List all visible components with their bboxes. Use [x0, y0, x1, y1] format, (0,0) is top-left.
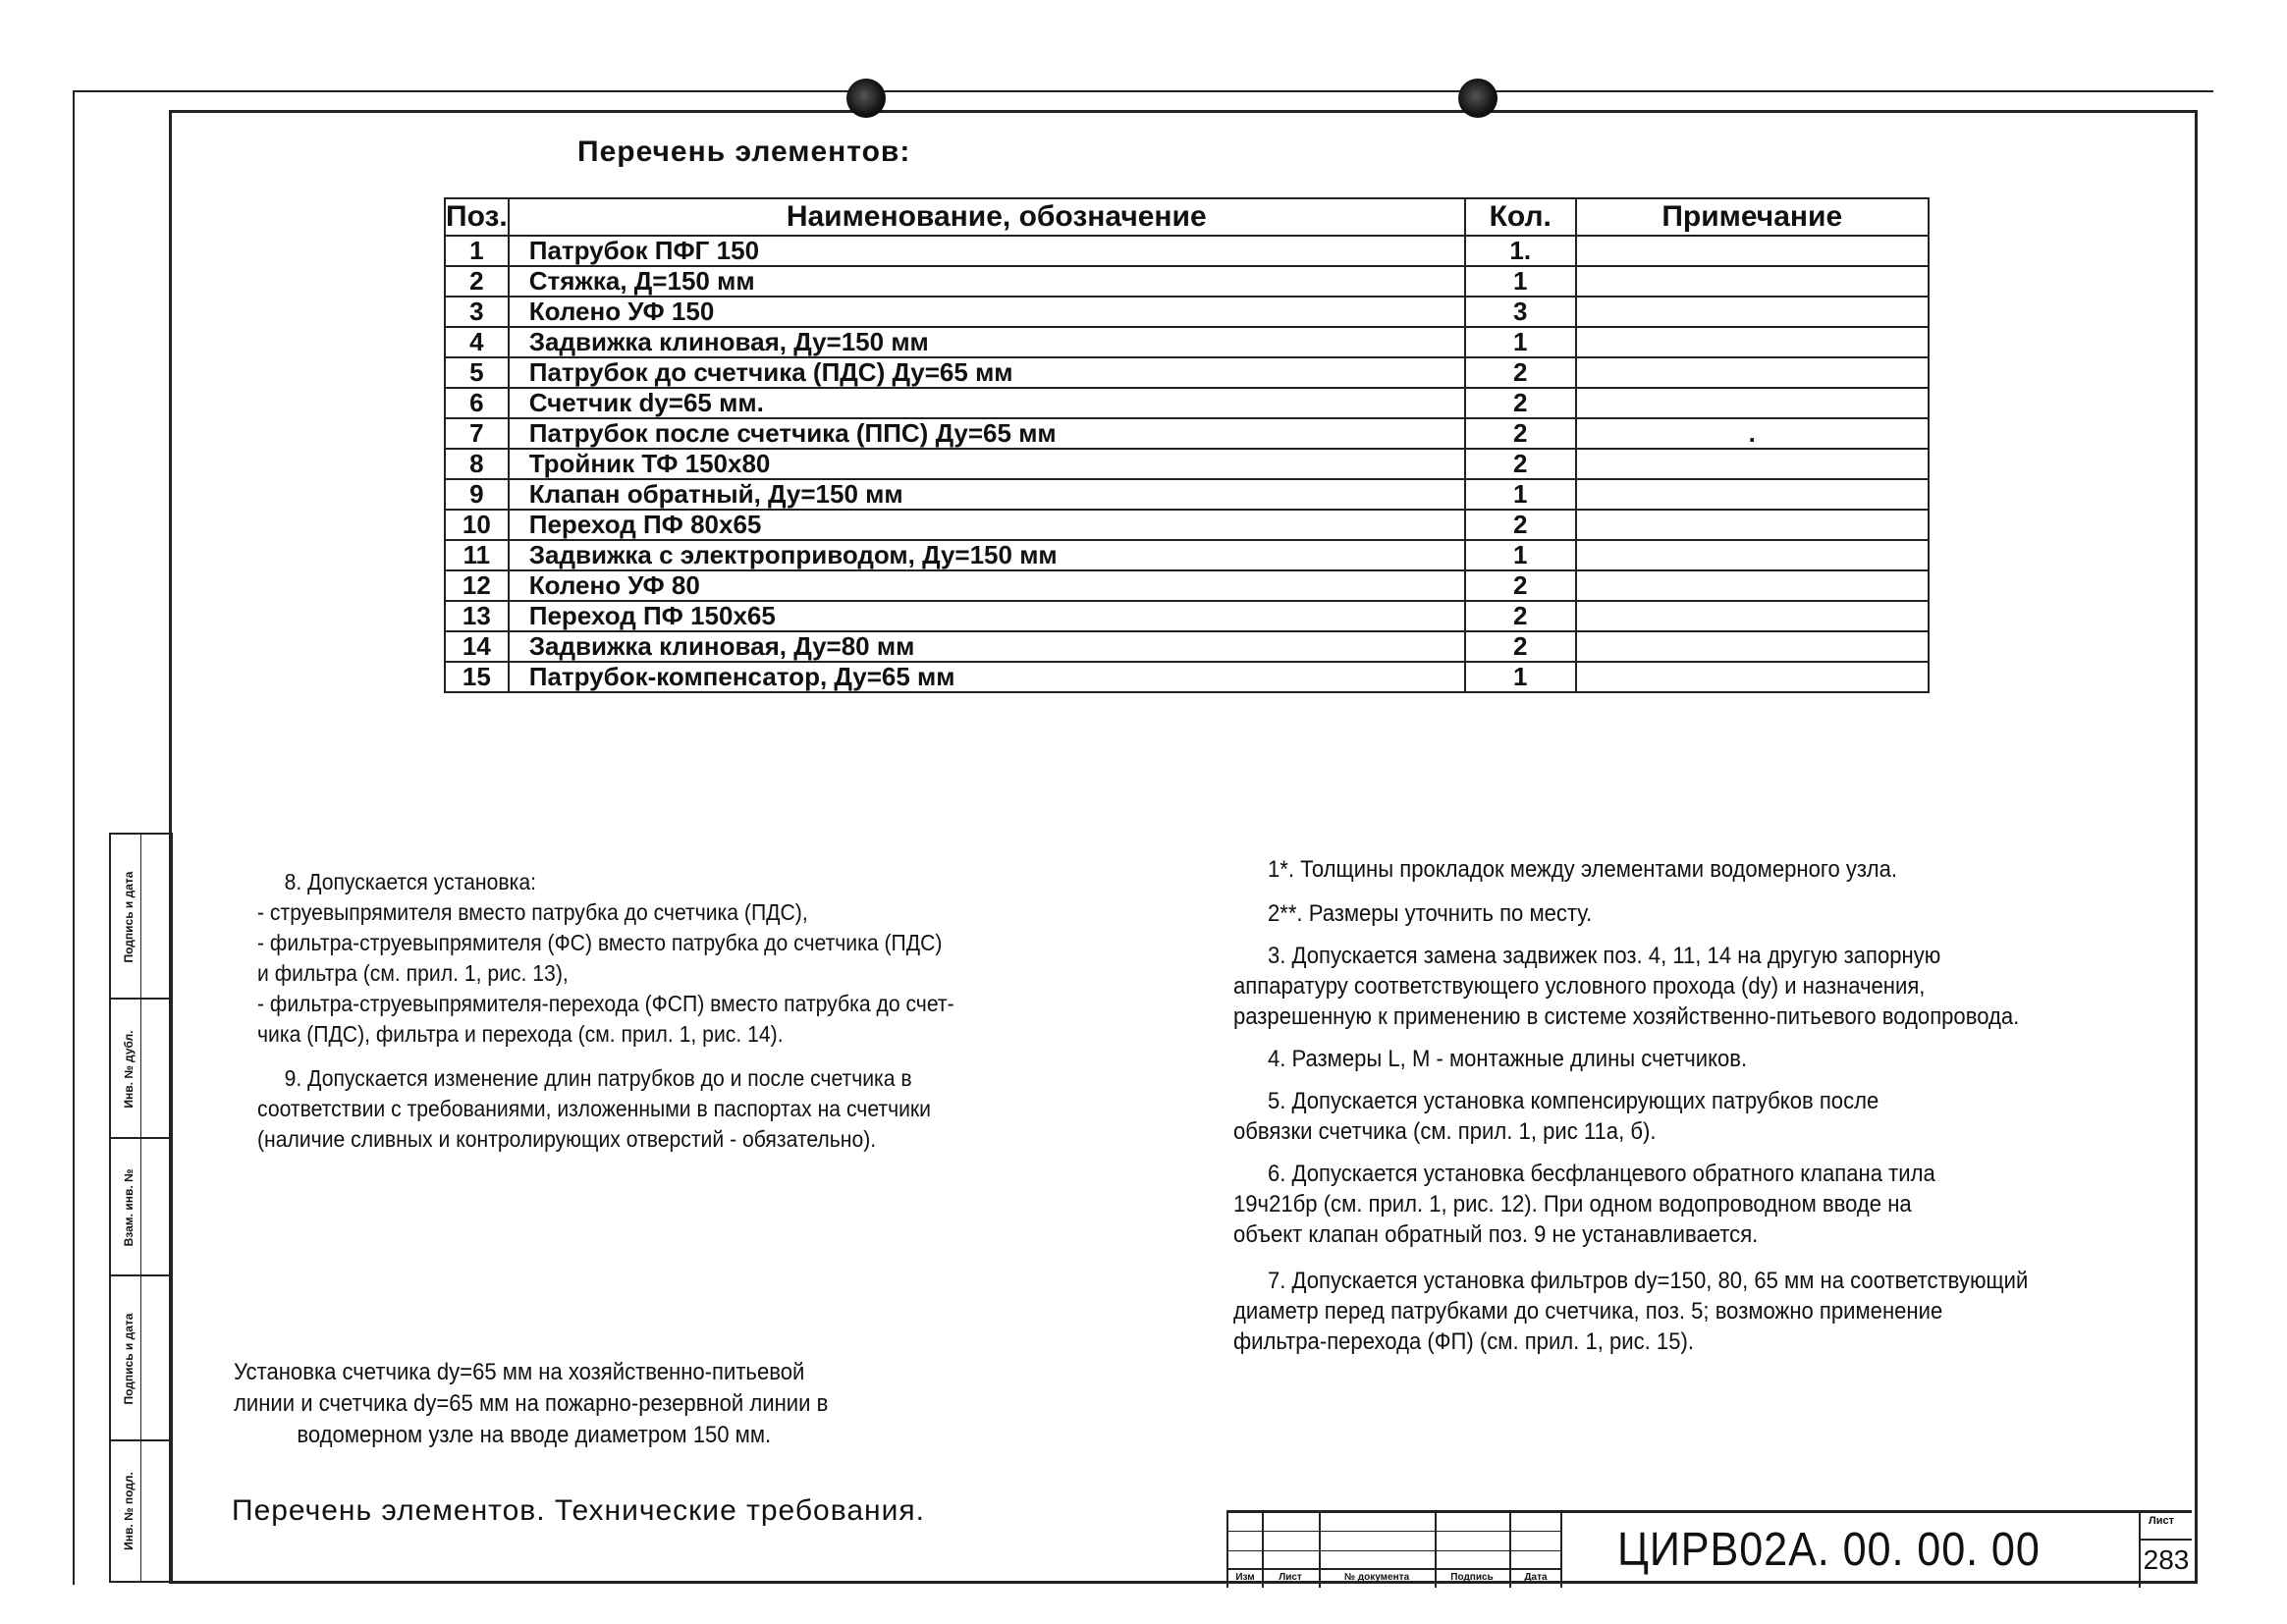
cell-qty: 2	[1465, 388, 1576, 418]
stamp-header: Лист	[1279, 1572, 1302, 1583]
side-cell	[111, 998, 171, 1139]
cell-name: Переход ПФ 80х65	[509, 510, 1465, 540]
cell-pos: 7	[445, 418, 509, 449]
note-5-line: 5. Допускается установка компенсирующих патрубков после	[1267, 1088, 1879, 1114]
cell-qty: 3	[1465, 297, 1576, 327]
page-title: Перечень элементов:	[577, 135, 911, 168]
table-row	[445, 388, 1929, 418]
cell-pos: 8	[445, 449, 509, 479]
table-row	[445, 327, 1929, 357]
sheet-box	[2139, 1513, 2192, 1588]
table-row	[445, 418, 1929, 449]
revision-grid	[1226, 1513, 1562, 1588]
cell-pos: 10	[445, 510, 509, 540]
cell-qty: 2	[1465, 418, 1576, 449]
side-label: Инв. № дубл.	[122, 1030, 136, 1109]
cell-qty: 1	[1465, 327, 1576, 357]
table-header-row	[445, 198, 1929, 236]
drawing-caption	[234, 1357, 920, 1451]
cell-note	[1576, 570, 1929, 601]
cell-note	[1576, 631, 1929, 662]
cell-name: Счетчик dy=65 мм.	[509, 388, 1465, 418]
caption-line: водомерном узле на вводе диаметром 150 мм.	[297, 1422, 772, 1448]
side-label: Взам. инв. №	[122, 1168, 136, 1247]
note-9-line: 9. Допускается изменение длин патрубков до и после счетчика в	[284, 1065, 912, 1091]
note-8-head: 8. Допускается установка:	[284, 869, 536, 894]
cell-name: Тройник ТФ 150х80	[509, 449, 1465, 479]
note-8-line: - струевыпрямителя вместо патрубка до счетчика (ПДС),	[257, 899, 808, 925]
caption-line: линии и счетчика dy=65 мм на пожарно-резервной линии в	[234, 1390, 829, 1417]
stamp-header: Дата	[1524, 1572, 1548, 1583]
note-3-line: аппаратуру соответствующего условного прохода (dy) и назначения,	[1233, 973, 1926, 1000]
cell-qty: 1	[1465, 266, 1576, 297]
cell-pos: 6	[445, 388, 509, 418]
cell-note	[1576, 388, 1929, 418]
cell-qty: 2	[1465, 570, 1576, 601]
note-6-line: объект клапан обратный поз. 9 не устанавливается.	[1233, 1221, 1759, 1248]
cell-note	[1576, 540, 1929, 570]
notes-right	[1233, 854, 2100, 1357]
cell-note	[1576, 449, 1929, 479]
cell-qty: 2	[1465, 449, 1576, 479]
cell-note	[1576, 479, 1929, 510]
punch-hole-right-icon	[1458, 79, 1497, 118]
cell-note	[1576, 266, 1929, 297]
table-row	[445, 236, 1929, 266]
cell-pos: 1	[445, 236, 509, 266]
cell-pos: 11	[445, 540, 509, 570]
cell-note	[1576, 297, 1929, 327]
col-header-note: Примечание	[1576, 198, 1929, 236]
cell-qty: 1	[1465, 479, 1576, 510]
side-signature-strip	[109, 833, 173, 1583]
note-8-line: - фильтра-струевыпрямителя (ФС) вместо патрубка до счетчика (ПДС)	[257, 930, 943, 955]
side-cell	[111, 1137, 171, 1276]
col-header-qty: Кол.	[1465, 198, 1576, 236]
table-row	[445, 631, 1929, 662]
cell-name: Патрубок-компенсатор, Ду=65 мм	[509, 662, 1465, 692]
cell-name: Задвижка клиновая, Ду=150 мм	[509, 327, 1465, 357]
table-row	[445, 297, 1929, 327]
cell-pos: 15	[445, 662, 509, 692]
col-header-name: Наименование, обозначение	[509, 198, 1465, 236]
note-7-line: диаметр перед патрубками до счетчика, поз. 5; возможно применение	[1233, 1298, 1943, 1325]
cell-name: Стяжка, Д=150 мм	[509, 266, 1465, 297]
cell-pos: 13	[445, 601, 509, 631]
punch-hole-left-icon	[846, 79, 886, 118]
notes-left	[257, 867, 1070, 1155]
cell-qty: 1	[1465, 662, 1576, 692]
stamp-header: Изм	[1235, 1572, 1255, 1583]
stamp-header: Подпись	[1450, 1572, 1494, 1583]
cell-note	[1576, 601, 1929, 631]
cell-name: Задвижка с электроприводом, Ду=150 мм	[509, 540, 1465, 570]
cell-qty: 2	[1465, 510, 1576, 540]
cell-pos: 9	[445, 479, 509, 510]
cell-pos: 3	[445, 297, 509, 327]
cell-qty: 2	[1465, 601, 1576, 631]
title-block	[1226, 1510, 2192, 1588]
side-label: Подпись и дата	[122, 1313, 136, 1405]
cell-name: Клапан обратный, Ду=150 мм	[509, 479, 1465, 510]
note-4: 4. Размеры L, M - монтажные длины счетчиков.	[1267, 1046, 1748, 1072]
table-row	[445, 479, 1929, 510]
cell-pos: 2	[445, 266, 509, 297]
cell-pos: 4	[445, 327, 509, 357]
table-row	[445, 570, 1929, 601]
cell-note: .	[1576, 418, 1929, 449]
cell-note	[1576, 327, 1929, 357]
document-code: ЦИРВ02А. 00. 00. 00	[1617, 1524, 2041, 1576]
cell-qty: 1	[1465, 540, 1576, 570]
side-cell	[111, 833, 171, 1000]
caption-line: Установка счетчика dy=65 мм на хозяйственно-питьевой	[234, 1359, 805, 1385]
sheet-title: Перечень элементов. Технические требования.	[232, 1494, 925, 1527]
cell-name: Колено УФ 80	[509, 570, 1465, 601]
note-6-line: 19ч21бр (см. прил. 1, рис. 12). При одном водопроводном вводе на	[1233, 1191, 1912, 1218]
stamp-header: № документа	[1343, 1572, 1410, 1583]
note-9-line: (наличие сливных и контролирующих отверстий - обязательно).	[257, 1126, 877, 1152]
table-row	[445, 601, 1929, 631]
table-row	[445, 510, 1929, 540]
note-2: 2**. Размеры уточнить по месту.	[1267, 900, 1593, 927]
note-7-line: 7. Допускается установка фильтров dy=150, 80, 65 мм на соответствующий	[1267, 1268, 2029, 1294]
note-6-line: 6. Допускается установка бесфланцевого обратного клапана тила	[1267, 1161, 1935, 1187]
cell-pos: 14	[445, 631, 509, 662]
note-8-line: - фильтра-струевыпрямителя-перехода (ФСП) вместо патрубка до счет-	[257, 991, 954, 1016]
table-row	[445, 357, 1929, 388]
note-8-line: чика (ПДС), фильтра и перехода (см. прил. 1, рис. 14).	[257, 1021, 784, 1047]
cell-qty: 2	[1465, 631, 1576, 662]
cell-pos: 5	[445, 357, 509, 388]
cell-name: Задвижка клиновая, Ду=80 мм	[509, 631, 1465, 662]
sheet-label: Лист	[2149, 1515, 2174, 1527]
col-header-pos: Поз.	[445, 198, 509, 236]
cell-name: Патрубок после счетчика (ППС) Ду=65 мм	[509, 418, 1465, 449]
cell-name: Колено УФ 150	[509, 297, 1465, 327]
table-row	[445, 540, 1929, 570]
cell-note	[1576, 236, 1929, 266]
cell-name: Патрубок до счетчика (ПДС) Ду=65 мм	[509, 357, 1465, 388]
note-3-line: 3. Допускается замена задвижек поз. 4, 11, 14 на другую запорную	[1267, 943, 1941, 969]
cell-note	[1576, 357, 1929, 388]
table-row	[445, 449, 1929, 479]
note-7-line: фильтра-перехода (ФП) (см. прил. 1, рис. 15).	[1233, 1328, 1694, 1355]
cell-qty: 1.	[1465, 236, 1576, 266]
cell-note	[1576, 510, 1929, 540]
side-cell	[111, 1439, 171, 1581]
side-label: Подпись и дата	[122, 871, 136, 963]
note-3-line: разрешенную к применению в системе хозяйственно-питьевого водопровода.	[1233, 1003, 2020, 1030]
cell-note	[1576, 662, 1929, 692]
side-cell	[111, 1274, 171, 1441]
side-label: Инв. № подл.	[122, 1472, 136, 1550]
sheet-number: 283	[2141, 1539, 2192, 1580]
note-8-line: и фильтра (см. прил. 1, рис. 13),	[257, 960, 569, 986]
cell-name: Патрубок ПФГ 150	[509, 236, 1465, 266]
table-row	[445, 662, 1929, 692]
note-1: 1*. Толщины прокладок между элементами водомерного узла.	[1267, 856, 1898, 883]
note-5-line: обвязки счетчика (см. прил. 1, рис 11а, б).	[1233, 1118, 1657, 1145]
table-row	[445, 266, 1929, 297]
cell-name: Переход ПФ 150х65	[509, 601, 1465, 631]
elements-table	[444, 197, 1930, 693]
cell-qty: 2	[1465, 357, 1576, 388]
note-9-line: соответствии с требованиями, изложенными в паспортах на счетчики	[257, 1096, 932, 1121]
cell-pos: 12	[445, 570, 509, 601]
